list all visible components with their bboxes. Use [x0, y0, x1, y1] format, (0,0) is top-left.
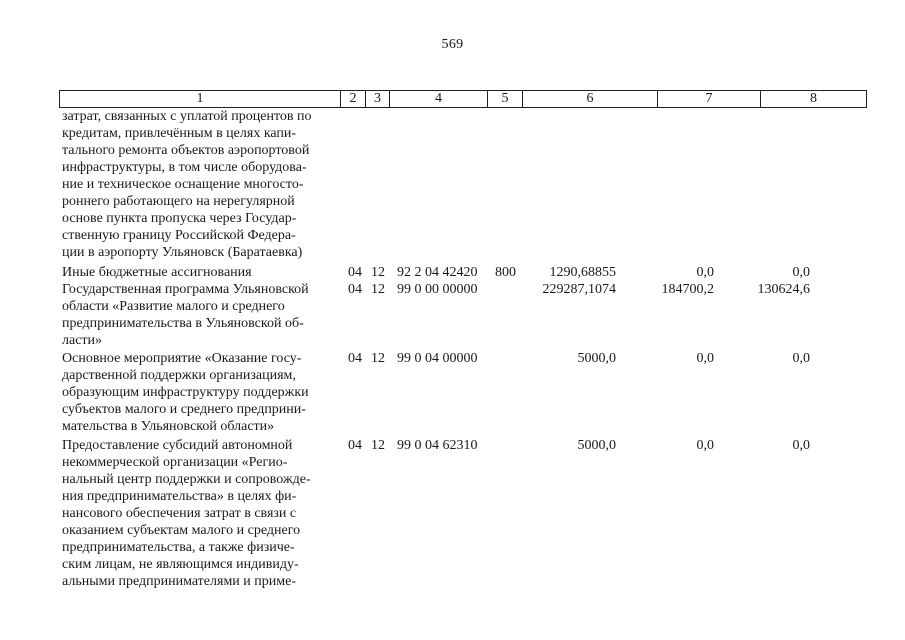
row-amount-col6: 5000,0	[577, 351, 616, 366]
row-section-code: 04	[348, 265, 362, 280]
row-section-code: 04	[348, 282, 362, 297]
row-subsection-code: 12	[371, 438, 385, 453]
row-description: Предоставление субсидий автономной некоммерческой организации «Регио- нальный центр поддержки и сопровожде- ния предпринимательства» в целях фи- нансового обеспечения затрат в связи с оказанием субъектам малого и среднего предпринимательства, а также физиче- ским лицам, не являющимся индивиду- альными предпринимателями и приме-	[62, 438, 311, 589]
row-amount-col6: 5000,0	[577, 438, 616, 453]
header-col-4: 4	[390, 91, 488, 108]
row-subsection-code: 12	[371, 282, 385, 297]
header-row	[60, 91, 867, 108]
row-amount-col8: 0,0	[792, 265, 810, 280]
row-expense-type: 800	[495, 265, 516, 280]
header-col-6: 6	[523, 91, 658, 108]
row-amount-col7: 0,0	[696, 438, 714, 453]
row-subsection-code: 12	[371, 351, 385, 366]
row-amount-col6: 229287,1074	[542, 282, 616, 297]
row-section-code: 04	[348, 438, 362, 453]
table-header	[59, 90, 867, 108]
page-number: 569	[441, 37, 464, 52]
row-description: Иные бюджетные ассигнования	[62, 265, 252, 280]
header-col-8: 8	[761, 91, 867, 108]
header-col-1: 1	[60, 91, 341, 108]
row-section-code: 04	[348, 351, 362, 366]
row-target-code: 99 0 04 62310	[397, 438, 478, 453]
row-target-code: 99 0 04 00000	[397, 351, 478, 366]
row-target-code: 92 2 04 42420	[397, 265, 478, 280]
row-amount-col7: 0,0	[696, 265, 714, 280]
header-col-2: 2	[341, 91, 366, 108]
row-amount-col6: 1290,68855	[549, 265, 616, 280]
row-subsection-code: 12	[371, 265, 385, 280]
row-amount-col8: 130624,6	[757, 282, 810, 297]
row-description: Основное мероприятие «Оказание госу- дарственной поддержки организациям, образующим инфраструктуру поддержки субъектов малого и среднего предприни- мательства в Ульяновской области»	[62, 351, 309, 434]
row-amount-col8: 0,0	[792, 351, 810, 366]
row-amount-col7: 184700,2	[661, 282, 714, 297]
row-amount-col7: 0,0	[696, 351, 714, 366]
header-col-5: 5	[488, 91, 523, 108]
row-description: затрат, связанных с уплатой процентов по кредитам, привлечённым в целях капи- тального ремонта объектов аэропортовой инфраструктуры, в том числе оборудова- ние и техническое оснащение многосто- роннего работающего на нерегулярной основе пункта пропуска через Государ- ственную границу Российской Федера- ции в аэропорту Ульяновск (Баратаевка)	[62, 109, 312, 260]
row-target-code: 99 0 00 00000	[397, 282, 478, 297]
header-col-7: 7	[658, 91, 761, 108]
header-col-3: 3	[366, 91, 390, 108]
row-amount-col8: 0,0	[792, 438, 810, 453]
row-description: Государственная программа Ульяновской области «Развитие малого и среднего предпринимательства в Ульяновской об- ласти»	[62, 282, 309, 348]
